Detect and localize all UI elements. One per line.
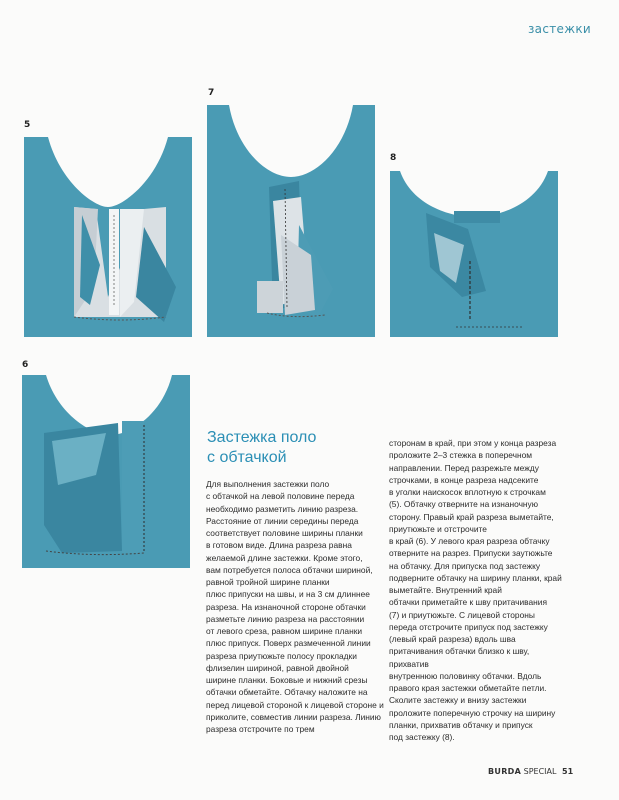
figure-5-illustration xyxy=(24,137,192,337)
article-column-1: Для выполнения застежки поло с обтачкой на левой половине переда необходимо разметить линию разреза. Расстояние от линии середины переда соответствует половине ширины планки в готовом виде. Длина разреза равна желаемой длине застежки. Кроме этого, вам потребуется полоса обтачки шириной, равной тройной ширине планки плюс припуски на швы, и на 3 см длиннее разреза. На изнаночной стороне обтачки разметьте линию разреза на расстоянии от левого среза, равном ширине планки плюс припуск. Поверх размеченной линии разреза приутюжьте полосу прокладки флизелин шириной, равной двойной ширине планки. Боковые и нижний срезы обтачки обметайте. Обтачку наложите на перед лицевой стороной к лицевой стороне и приколите, совместив линии разреза. Линию разреза отстрочите по трем xyxy=(206,479,384,734)
figure-label-6: 6 xyxy=(22,360,29,370)
article-column-2: сторонам в край, при этом у конца разреза проложите 2–3 стежка в поперечном направлении. Перед разрежьте между строчками, в конце разреза надсеките в уголки наискосок вплотную к строчкам (5). Обтачку отверните на изнаночную сторону. Правый край разреза выметайте, приутюжьте и отстрочите в край (6). У левого края разреза обтачку отверните на разрез. Припуски заутюжьте на обтачку. Для припуска под застежку подверните обтачку на ширину планки, край выметайте. Внутренний край обтачки приметайте к шву притачивания (7) и приутюжьте. С лицевой стороны переда отстрочите припуск под застежку (левый край разреза) вдоль шва притачивания обтачки близко к шву, прихватив внутреннюю половинку обтачки. Вдоль правого края застежки обметайте петли. Сколите застежку и внизу застежки проложите поперечную строчку на ширину планки, прихватив обтачку и припуск под застежку (8). xyxy=(389,438,562,742)
footer-edition: SPECIAL xyxy=(523,767,557,776)
page-footer xyxy=(488,767,573,776)
figure-label-5: 5 xyxy=(24,120,31,130)
article-title: Застежка поло с обтачкой xyxy=(207,429,317,466)
figure-label-8: 8 xyxy=(390,153,397,163)
figure-8-illustration xyxy=(390,171,558,337)
figure-label-7: 7 xyxy=(208,88,215,98)
section-tag: застежки xyxy=(528,22,591,36)
figure-6-illustration xyxy=(22,375,190,568)
footer-brand: BURDA xyxy=(488,767,522,776)
figure-7-illustration xyxy=(207,105,375,337)
page-number: 51 xyxy=(562,767,574,776)
